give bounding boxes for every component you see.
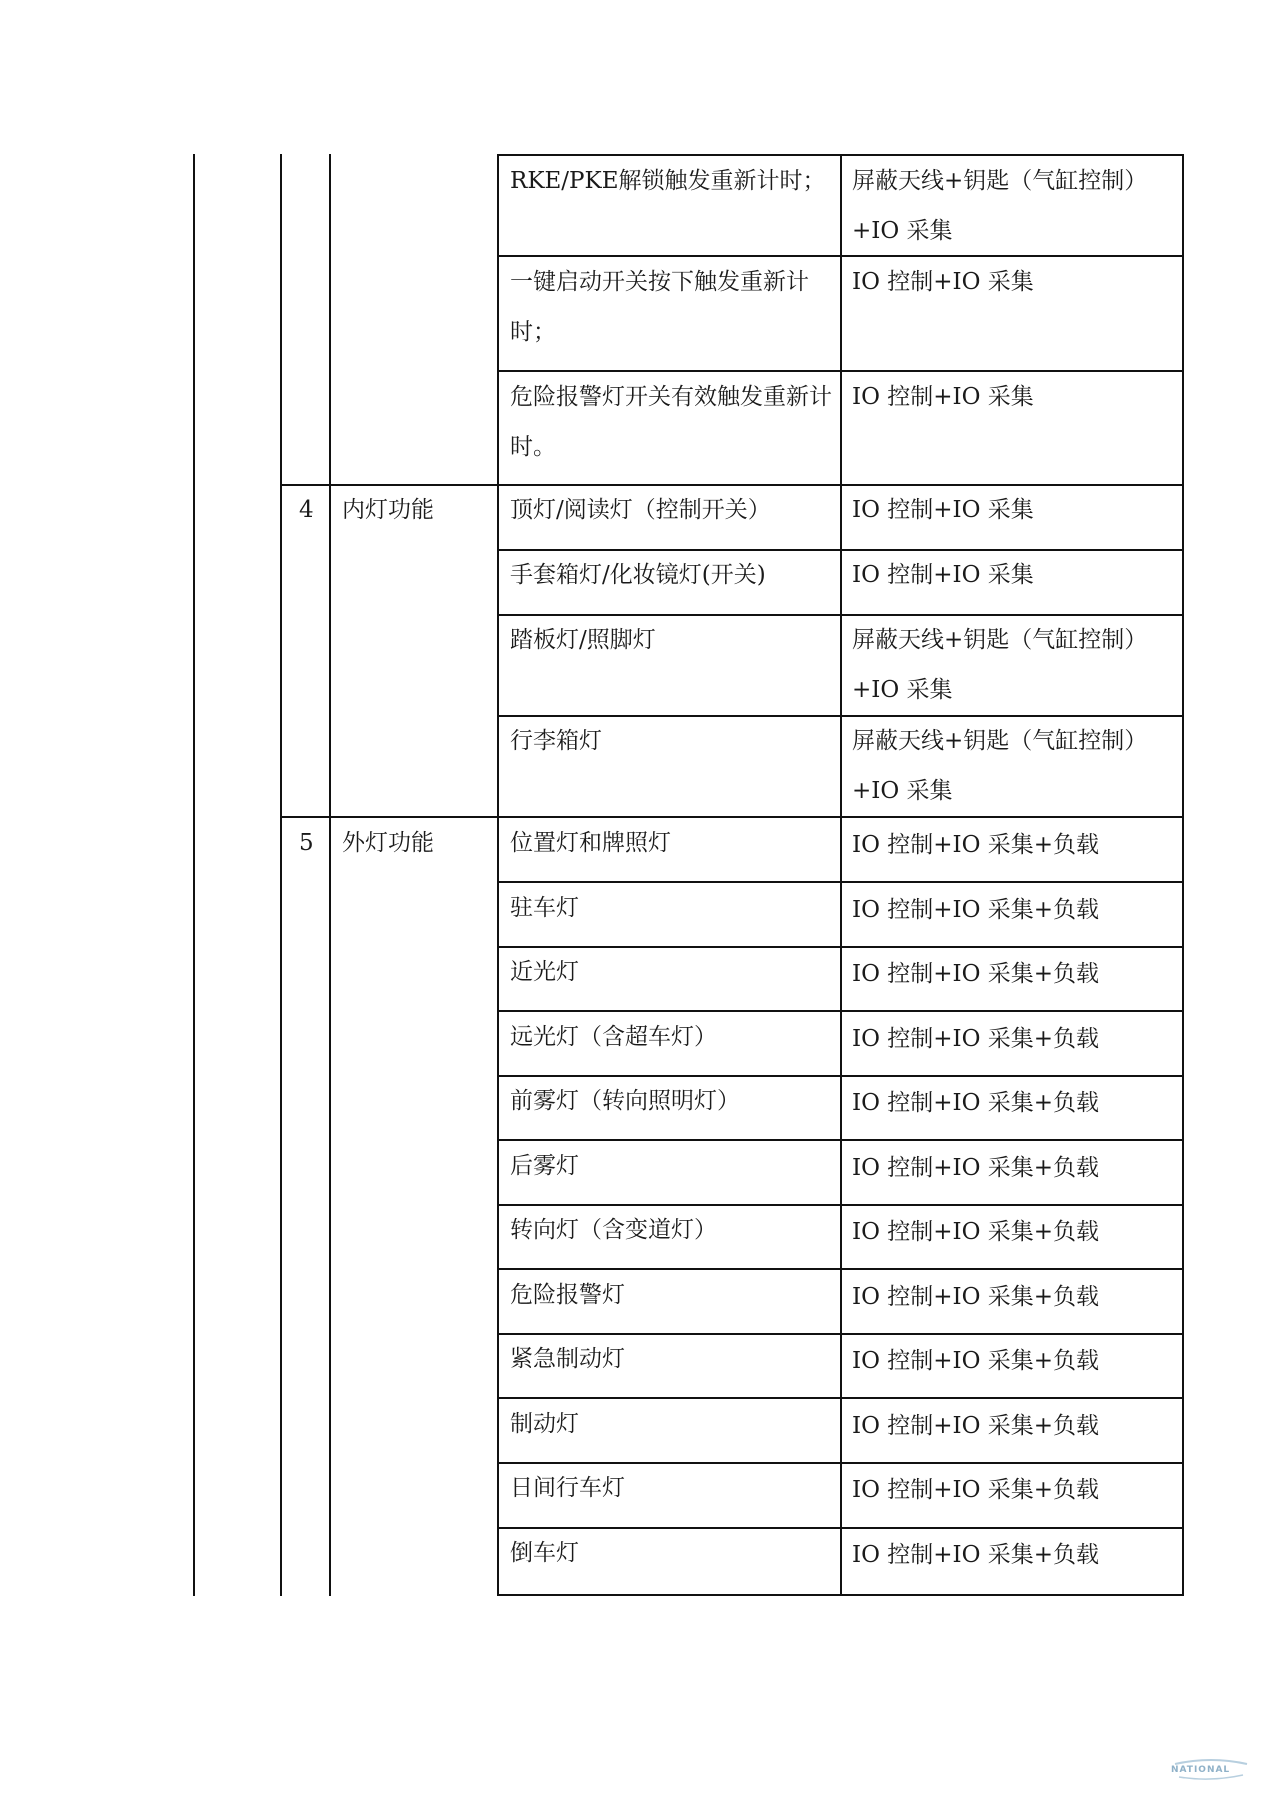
table-cell-method: 屏蔽天线+钥匙（气缸控制）+IO 采集: [852, 168, 1148, 244]
table-cell-method: IO 控制+IO 采集+负载: [852, 1090, 1100, 1116]
table-cell-item: 驻车灯: [510, 895, 579, 921]
table-bottom-border: [497, 1594, 1184, 1596]
table-cell-method: IO 控制+IO 采集: [852, 497, 1034, 523]
table-cell-method: IO 控制+IO 采集+负载: [852, 1348, 1100, 1374]
table-left-border: [193, 154, 195, 1596]
table-cell-item: 远光灯（含超车灯）: [510, 1024, 717, 1050]
table-cell-method: IO 控制+IO 采集+负载: [852, 832, 1100, 858]
logo-text: NATIONAL: [1171, 1765, 1231, 1775]
table-cell-method: IO 控制+IO 采集: [852, 562, 1034, 588]
table-cell-method: 屏蔽天线+钥匙（气缸控制）+IO 采集: [852, 627, 1148, 703]
table-cell-method: 屏蔽天线+钥匙（气缸控制）+IO 采集: [852, 728, 1148, 804]
table-cell-method: IO 控制+IO 采集+负载: [852, 1219, 1100, 1245]
table-cell-method: IO 控制+IO 采集+负载: [852, 1413, 1100, 1439]
table-cell-method: IO 控制+IO 采集+负载: [852, 1477, 1100, 1503]
table-col-number-border: [280, 154, 282, 1596]
table-cell-item: RKE/PKE解锁触发重新计时；: [510, 168, 826, 194]
table-cell-item: 位置灯和牌照灯: [510, 830, 671, 856]
table-cell-method: IO 控制+IO 采集+负载: [852, 1026, 1100, 1052]
table-cell-item: 前雾灯（转向照明灯）: [510, 1088, 740, 1114]
table-cell-item: 手套箱灯/化妆镜灯(开关): [510, 562, 766, 588]
row-border: [497, 881, 1184, 883]
group-name: 内灯功能: [342, 497, 434, 523]
table-cell-method: IO 控制+IO 采集: [852, 384, 1034, 410]
table-cell-item: 危险报警灯: [510, 1282, 625, 1308]
table-col-name-border: [329, 154, 331, 1596]
row-border: [497, 1397, 1184, 1399]
table-cell-item: 转向灯（含变道灯）: [510, 1217, 717, 1243]
table-cell-item: 紧急制动灯: [510, 1346, 625, 1372]
table-cell-item: 危险报警灯开关有效触发重新计时。: [510, 384, 832, 460]
table-cell-item: 行李箱灯: [510, 728, 602, 754]
table-cell-item: 后雾灯: [510, 1153, 579, 1179]
row-border: [497, 1139, 1184, 1141]
table-cell-method: IO 控制+IO 采集+负载: [852, 897, 1100, 923]
table-cell-method: IO 控制+IO 采集+负载: [852, 1542, 1100, 1568]
row-border: [497, 946, 1184, 948]
table-cell-item: 倒车灯: [510, 1540, 579, 1566]
group-number: 5: [299, 830, 314, 856]
table-cell-item: 踏板灯/照脚灯: [510, 627, 656, 653]
row-border: [497, 1527, 1184, 1529]
table-cell-item: 制动灯: [510, 1411, 579, 1437]
table-cell-item: 一键启动开关按下触发重新计时；: [510, 269, 809, 345]
table-cell-item: 日间行车灯: [510, 1475, 625, 1501]
national-logo: [1171, 1758, 1251, 1780]
table-cell-item: 近光灯: [510, 959, 579, 985]
table-cell-method: IO 控制+IO 采集: [852, 269, 1034, 295]
group-name: 外灯功能: [342, 830, 434, 856]
group-number: 4: [299, 497, 314, 523]
table-cell-method: IO 控制+IO 采集+负载: [852, 1284, 1100, 1310]
table-cell-item: 顶灯/阅读灯（控制开关）: [510, 497, 771, 523]
table-cell-method: IO 控制+IO 采集+负载: [852, 961, 1100, 987]
table-cell-method: IO 控制+IO 采集+负载: [852, 1155, 1100, 1181]
